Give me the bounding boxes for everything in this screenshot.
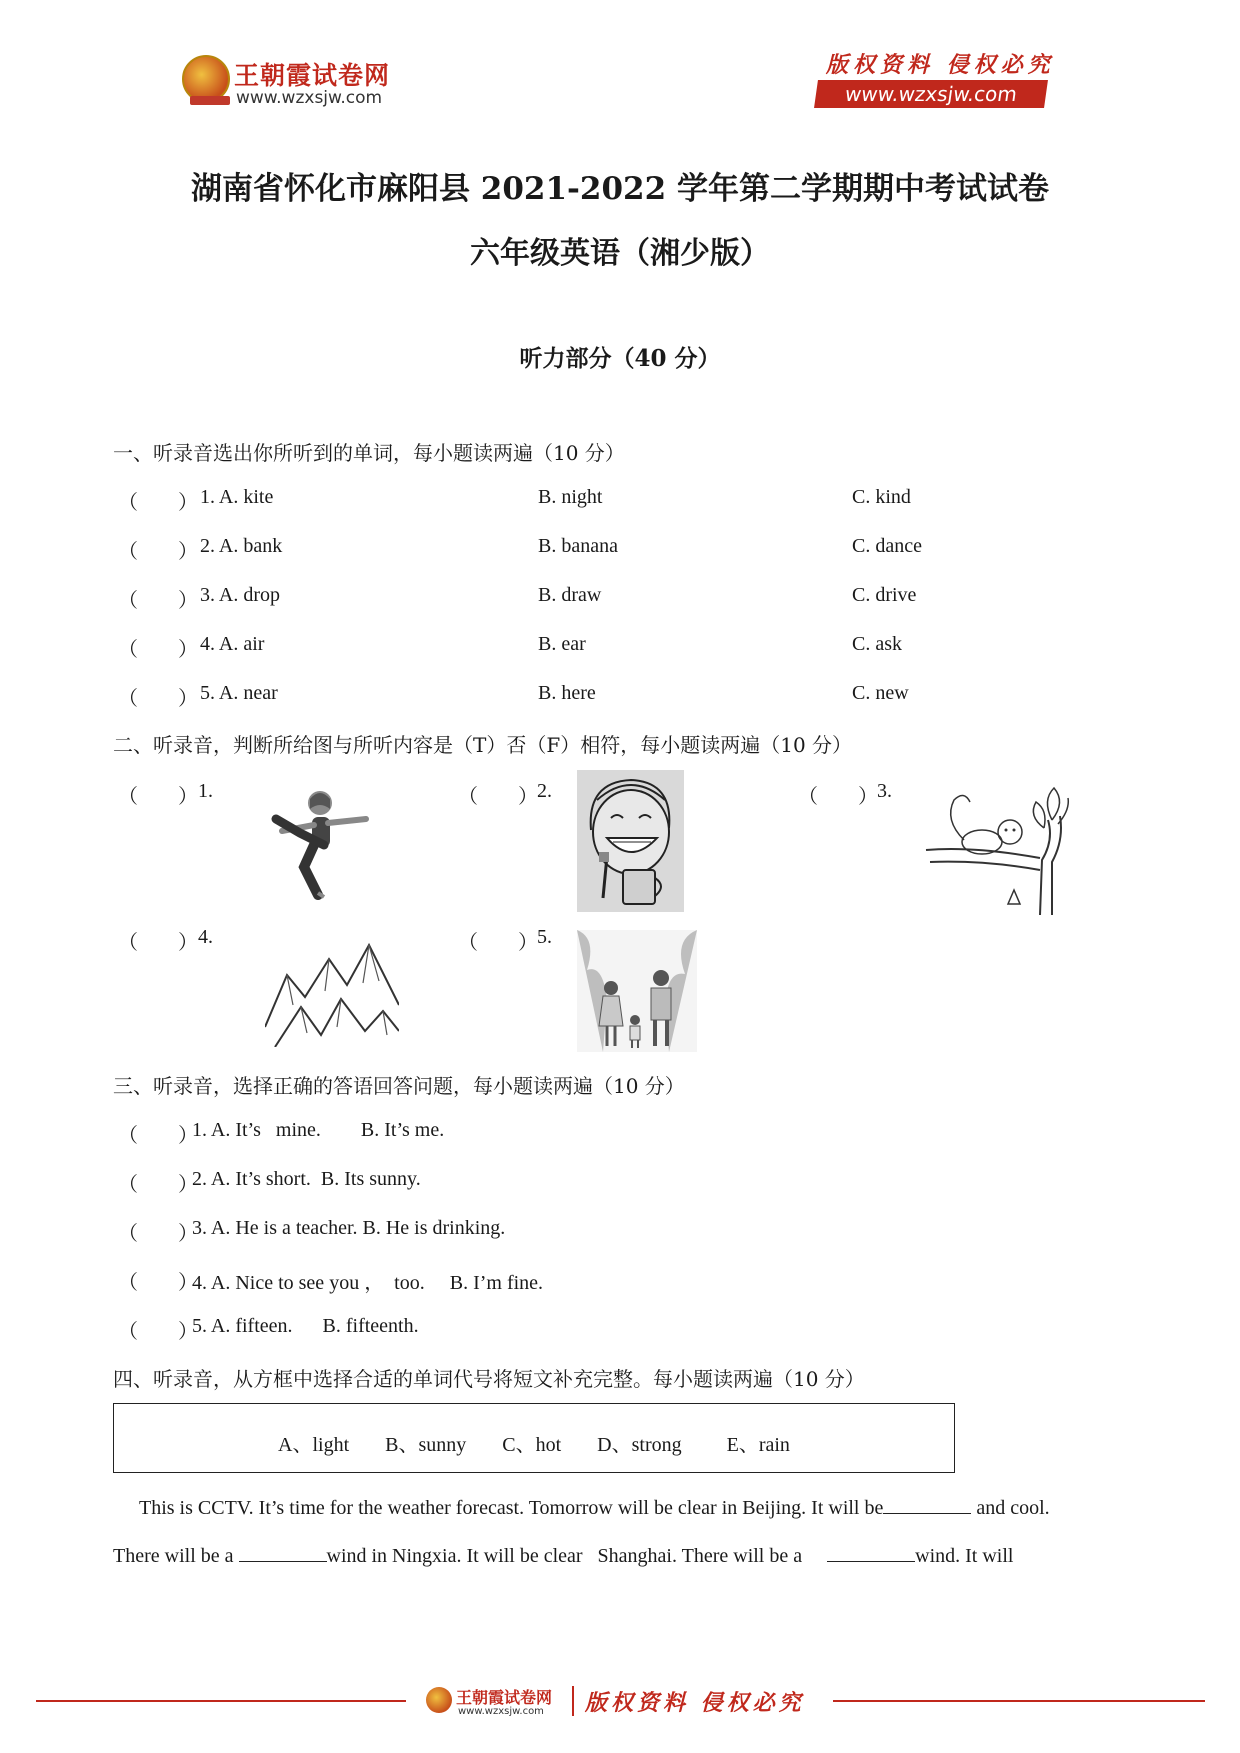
answer-blank[interactable]: （ ） — [118, 1321, 198, 1343]
answer-blank[interactable]: （ ） — [118, 1174, 198, 1196]
answer-blank[interactable]: （ ） — [118, 1223, 198, 1245]
answer-blank[interactable]: （ ） — [118, 541, 198, 563]
answer-blank[interactable]: （ ） — [118, 786, 198, 808]
question-options: 4. A. Nice to see you ， too. B. I’m fine. — [192, 1272, 544, 1294]
answer-blank[interactable]: （ ） — [798, 786, 878, 808]
option-a: 1. A. kite — [200, 486, 274, 508]
passage-text: and cool. — [971, 1497, 1050, 1519]
option-c: C. new — [852, 682, 909, 704]
answer-blank[interactable]: （ ） — [458, 932, 538, 954]
answer-blank[interactable]: （ ） — [118, 590, 198, 612]
answer-blank[interactable]: （ ） — [118, 639, 198, 661]
copyright-text: 版权资料 侵权必究 — [826, 52, 1055, 78]
exam-subtitle: 六年级英语（湘少版） — [470, 236, 770, 271]
question-options: 3. A. He is a teacher. B. He is drinking. — [192, 1217, 506, 1239]
option-b: B. ear — [538, 633, 586, 655]
option-c: C. ask — [852, 633, 902, 655]
part4-heading: 四、听录音，从方框中选择合适的单词代号将短文补充完整。每小题读两遍（10 分） — [113, 1367, 865, 1391]
answer-blank[interactable]: （ ） — [118, 1125, 198, 1147]
option-a: 3. A. drop — [200, 584, 280, 606]
footer-logo-name: 王朝霞试卷网 — [456, 1688, 553, 1707]
option-b: B. here — [538, 682, 596, 704]
passage-text: There will be a — [113, 1545, 239, 1567]
part3-heading: 三、听录音，选择正确的答语回答问题，每小题读两遍（10 分） — [113, 1074, 685, 1098]
logo-ribbon — [190, 96, 230, 105]
family-walk-picture — [577, 930, 697, 1052]
option-c: C. dance — [852, 535, 922, 557]
footer-divider-right — [833, 1700, 1205, 1702]
passage-line-1 — [113, 1495, 1131, 1520]
item-number: 1. — [198, 780, 213, 802]
option-a: 2. A. bank — [200, 535, 283, 557]
answer-blank[interactable]: （ ） — [118, 932, 198, 954]
question-options: 5. A. fifteen. B. fifteenth. — [192, 1315, 419, 1337]
part1-heading: 一、听录音选出你所听到的单词，每小题读两遍（10 分） — [113, 441, 625, 465]
passage-text: wind. It will — [915, 1545, 1014, 1567]
passage-line-2 — [113, 1543, 1131, 1568]
footer-separator — [572, 1686, 574, 1716]
answer-blank[interactable]: （ ） — [118, 492, 198, 514]
option-c: C. drive — [852, 584, 917, 606]
item-number: 2. — [537, 780, 552, 802]
answer-blank[interactable]: （ ） — [118, 688, 198, 710]
exam-title: 湖南省怀化市麻阳县 2021-2022 学年第二学期期中考试试卷 — [190, 171, 1049, 207]
item-number: 4. — [198, 926, 213, 948]
footer-logo-emblem-icon — [426, 1687, 452, 1713]
logo-name: 王朝霞试卷网 — [234, 61, 391, 90]
passage-text: wind in Ningxia. It will be clear Shanghai. There will be a — [326, 1545, 828, 1567]
question-options: 1. A. It’s mine. B. It’s me. — [192, 1119, 445, 1141]
question-options: 2. A. It’s short. B. Its sunny. — [192, 1168, 421, 1190]
brushing-teeth-boy-picture — [577, 770, 684, 912]
option-b: B. banana — [538, 535, 618, 557]
listening-section-title: 听力部分（40 分） — [519, 345, 721, 372]
option-b: B. night — [538, 486, 603, 508]
fill-blank[interactable] — [883, 1495, 971, 1514]
item-number: 3. — [877, 780, 892, 802]
passage-text: This is CCTV. It’s time for the weather forecast. Tomorrow will be clear in Beijing. It will be — [139, 1497, 884, 1519]
logo-url: www.wzxsjw.com — [236, 88, 383, 108]
footer-divider-left — [36, 1700, 406, 1702]
answer-blank[interactable]: （ ） — [118, 1272, 198, 1294]
option-b: B. draw — [538, 584, 602, 606]
option-a: 4. A. air — [200, 633, 265, 655]
fill-blank[interactable] — [827, 1543, 915, 1562]
word-bank-words: A、light B、sunny C、hot D、strong E、rain — [278, 1434, 790, 1456]
part2-heading: 二、听录音，判断所给图与所听内容是（T）否（F）相符，每小题读两遍（10 分） — [113, 733, 853, 757]
item-number: 5. — [537, 926, 552, 948]
footer-copyright: 版权资料 侵权必究 — [585, 1690, 805, 1716]
copyright-url: www.wzxsjw.com — [814, 80, 1048, 108]
answer-blank[interactable]: （ ） — [458, 786, 538, 808]
yoga-girl-picture — [262, 785, 372, 900]
monkey-on-tree-picture — [924, 780, 1070, 915]
mountains-picture — [265, 935, 399, 1047]
footer-logo-url: www.wzxsjw.com — [458, 1706, 544, 1717]
fill-blank[interactable] — [239, 1543, 327, 1562]
option-a: 5. A. near — [200, 682, 278, 704]
option-c: C. kind — [852, 486, 911, 508]
